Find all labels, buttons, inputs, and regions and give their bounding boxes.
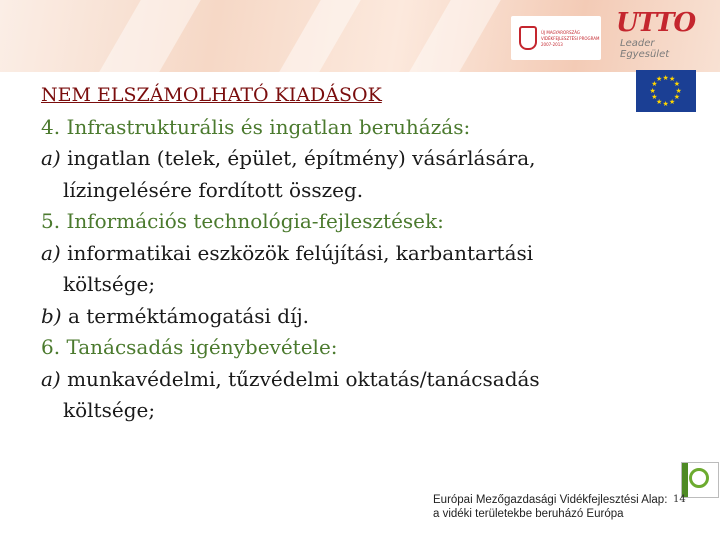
logo-hu-line: VIDÉKFEJLESZTÉSI PROGRAM — [541, 36, 600, 41]
list-item — [41, 143, 631, 175]
banner-streak — [99, 0, 201, 72]
footer-line-2: a vidéki területekbe beruházó Európa — [433, 508, 624, 520]
eu-star-icon: ★ — [662, 73, 669, 82]
uj-magyarorszag-logo — [511, 16, 601, 60]
eu-star-icon: ★ — [662, 99, 669, 108]
list-item-marker: a) — [41, 240, 61, 265]
logo-hu-line: ÚJ MAGYARORSZÁG — [541, 30, 581, 35]
logo-hu-line: 2007-2013 — [541, 42, 563, 47]
eu-star-icon: ★ — [669, 97, 676, 106]
section-heading: 6. Tanácsadás igénybevétele: — [41, 335, 338, 359]
list-item-continuation: költsége; — [63, 398, 156, 422]
list-item — [41, 301, 631, 333]
utto-logo-subtitle: Leader Egyesület — [620, 38, 670, 60]
page-number: 14 — [673, 494, 686, 505]
coat-of-arms-icon — [519, 26, 537, 50]
leader-logo-bar — [682, 463, 688, 497]
eu-star-icon: ★ — [675, 86, 682, 95]
eu-star-icon: ★ — [649, 86, 656, 95]
eu-star-icon: ★ — [651, 93, 658, 101]
list-item-marker: a) — [41, 146, 61, 170]
eu-star-icon: ★ — [673, 80, 681, 88]
banner-streak — [409, 0, 501, 72]
section-heading: 4. Infrastrukturális és ingatlan beruházás: — [41, 114, 471, 139]
header-banner — [0, 0, 720, 72]
list-item-text: ingatlan (telek, épület, építmény) vásárlására, — [60, 146, 536, 170]
eu-star-icon: ★ — [651, 80, 658, 88]
list-item-continuation: költsége; — [63, 272, 156, 296]
footer-line-1: Európai Mezőgazdasági Vidékfejlesztési Alap: — [433, 494, 668, 506]
eu-star-icon: ★ — [656, 75, 663, 84]
slide-heading: NEM ELSZÁMOLHATÓ KIADÁSOK — [41, 84, 382, 106]
banner-streak — [279, 0, 361, 72]
eu-star-icon: ★ — [673, 93, 681, 101]
list-item — [41, 364, 631, 396]
section-heading: 5. Információs technológia-fejlesztések: — [41, 209, 444, 233]
leader-logo — [681, 462, 719, 498]
list-item-marker: a) — [41, 366, 61, 391]
slide-content — [41, 80, 631, 427]
list-item — [41, 238, 631, 270]
eu-star-icon: ★ — [669, 75, 676, 84]
eu-star-icon: ★ — [656, 97, 663, 106]
list-item-text: informatikai eszközök felújítási, karbantartási — [60, 240, 534, 265]
list-item-text: a terméktámogatási díj. — [61, 303, 310, 328]
list-item-text: munkavédelmi, tűzvédelmi oktatás/tanácsadás — [60, 366, 540, 391]
eafrd-footer — [427, 490, 668, 524]
leader-ring-icon — [689, 468, 709, 488]
utto-leader-logo — [614, 8, 698, 60]
eu-flag-icon — [636, 70, 696, 112]
slide-lines — [41, 112, 631, 427]
utto-logo-word: UTTO — [616, 8, 696, 38]
list-item-continuation: lízingelésére fordított összeg. — [63, 177, 364, 202]
list-item-marker: b) — [41, 303, 62, 328]
